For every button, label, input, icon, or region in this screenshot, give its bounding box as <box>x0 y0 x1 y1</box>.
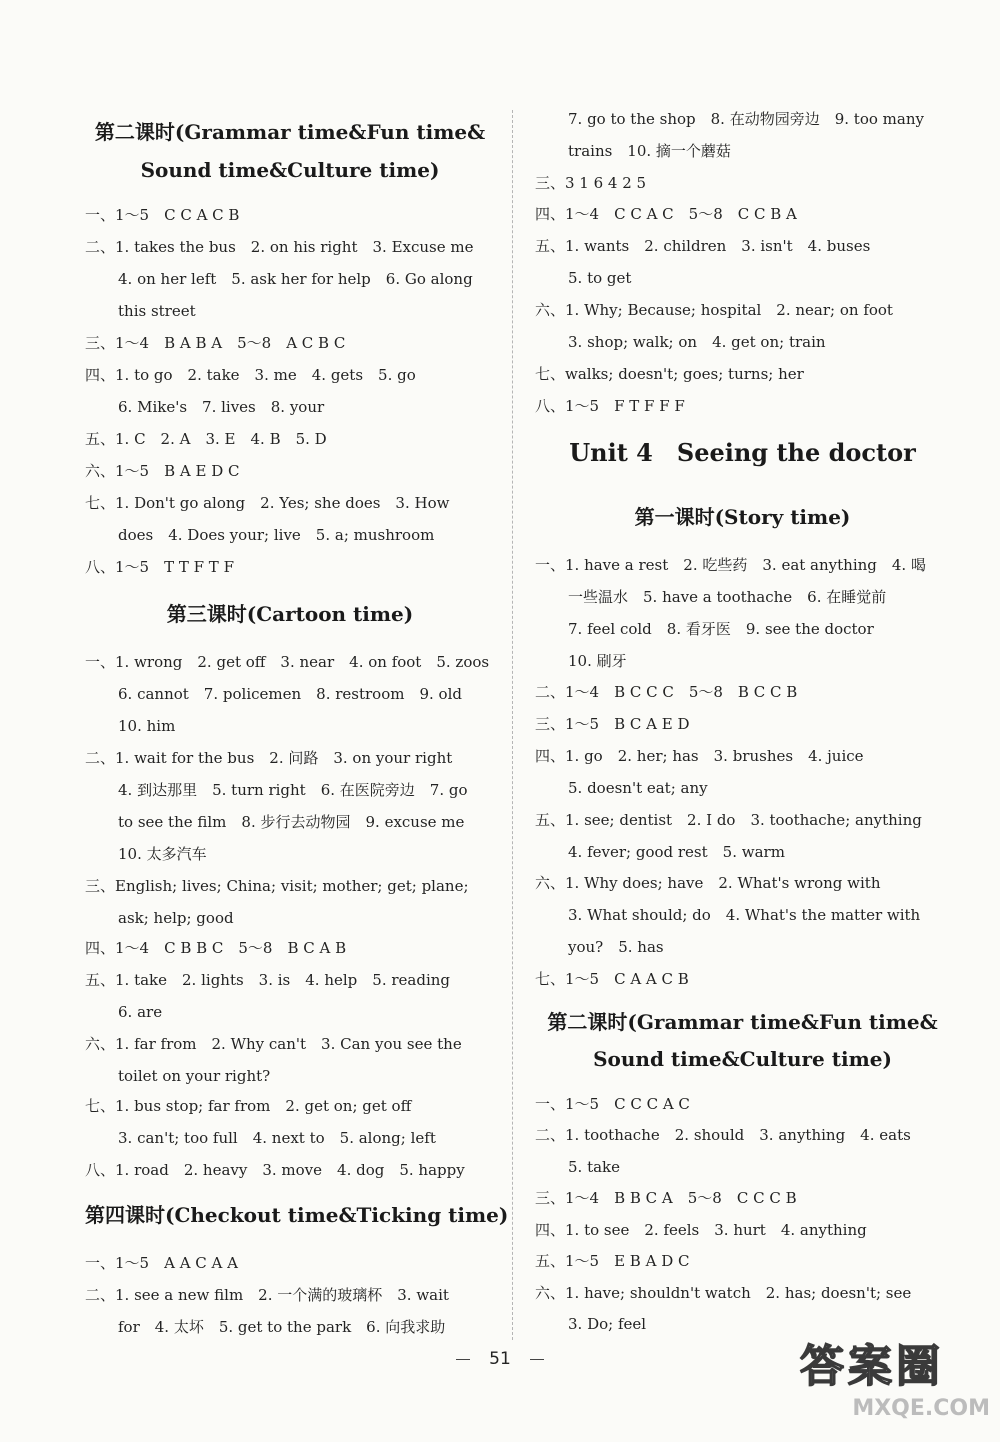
answer-line: 八、1～5 F T F F F <box>535 397 685 415</box>
answer-line: 7. feel cold 8. 看牙医 9. see the doctor <box>568 620 874 638</box>
answer-line: 八、1～5 T T F T F <box>85 558 234 576</box>
answer-line: 七、walks; doesn't; goes; turns; her <box>535 365 804 383</box>
answer-line: 七、1. Don't go along 2. Yes; she does 3. How <box>85 494 450 512</box>
answer-line: 一、1～5 A A C A A <box>85 1254 238 1272</box>
answer-line: 一、1. wrong 2. get off 3. near 4. on foot 5. zoos <box>85 653 490 671</box>
answer-line: 五、1. see; dentist 2. I do 3. toothache; anything <box>535 811 922 829</box>
answer-line: 5. to get <box>568 269 632 287</box>
answer-line: 二、1. takes the bus 2. on his right 3. Excuse me <box>85 238 474 256</box>
answer-line: 四、1. to see 2. feels 3. hurt 4. anything <box>535 1221 867 1239</box>
answer-line: 二、1. toothache 2. should 3. anything 4. eats <box>535 1126 911 1144</box>
answer-line: 五、1～5 E B A D C <box>535 1252 690 1270</box>
unit-title: Unit 4 Seeing the doctor <box>569 438 916 467</box>
answer-line: toilet on your right? <box>118 1067 271 1085</box>
answer-line: for 4. 太坏 5. get to the park 6. 向我求助 <box>118 1318 446 1336</box>
answer-line: 5. take <box>568 1158 621 1176</box>
answer-line: 六、1. Why does; have 2. What's wrong with <box>535 874 881 892</box>
section-heading: 第二课时(Grammar time&Fun time& <box>547 1010 938 1034</box>
answer-line: 五、1. wants 2. children 3. isn't 4. buses <box>535 237 871 255</box>
answer-line: this street <box>118 302 196 320</box>
answer-line: 二、1. see a new film 2. 一个满的玻璃杯 3. wait <box>85 1286 449 1304</box>
answer-line: 四、1～4 C B B C 5～8 B C A B <box>85 939 347 957</box>
answer-line: 七、1. bus stop; far from 2. get on; get off <box>85 1097 412 1115</box>
answer-line: you? 5. has <box>568 938 664 956</box>
answer-line: 三、3 1 6 4 2 5 <box>535 174 647 192</box>
answer-line: 4. 到达那里 5. turn right 6. 在医院旁边 7. go <box>118 781 468 799</box>
answer-line: 一些温水 5. have a toothache 6. 在睡觉前 <box>568 588 887 606</box>
answer-line: 6. Mike's 7. lives 8. your <box>118 398 325 416</box>
answer-line: 三、1～5 B C A E D <box>535 715 690 733</box>
answer-line: 四、1～4 C C A C 5～8 C C B A <box>535 205 797 223</box>
answer-line: 三、1～4 B A B A 5～8 A C B C <box>85 334 346 352</box>
answer-line: ask; help; good <box>118 909 234 927</box>
answer-line: 七、1～5 C A A C B <box>535 970 689 988</box>
answer-line: 四、1. go 2. her; has 3. brushes 4. juice <box>535 747 864 765</box>
page-number: 51 <box>470 1348 530 1370</box>
answer-line: 六、1. Why; Because; hospital 2. near; on foot <box>535 301 893 319</box>
column-divider <box>512 110 513 1340</box>
answer-line: 10. 太多汽车 <box>118 845 207 863</box>
answer-line: 6. are <box>118 1003 163 1021</box>
section-heading: 第三课时(Cartoon time) <box>166 602 414 626</box>
answer-line: 10. him <box>118 717 176 735</box>
answer-line: to see the film 8. 步行去动物园 9. excuse me <box>118 813 465 831</box>
answer-line: 三、1～4 B B C A 5～8 C C C B <box>535 1189 797 1207</box>
answer-line: 3. shop; walk; on 4. get on; train <box>568 333 826 351</box>
answer-line: 6. cannot 7. policemen 8. restroom 9. old <box>118 685 462 703</box>
answer-line: 六、1. have; shouldn't watch 2. has; doesn't; see <box>535 1284 912 1302</box>
section-heading: Sound time&Culture time) <box>140 158 440 182</box>
answer-line: 六、1. far from 2. Why can't 3. Can you see the <box>85 1035 462 1053</box>
watermark-url: MXQE.COM <box>852 1396 990 1421</box>
answer-line: 10. 刷牙 <box>568 652 627 670</box>
answer-line: 五、1. take 2. lights 3. is 4. help 5. reading <box>85 971 451 989</box>
answer-line: 4. fever; good rest 5. warm <box>568 843 785 861</box>
answer-line: 3. What should; do 4. What's the matter with <box>568 906 921 924</box>
answer-line: 3. can't; too full 4. next to 5. along; left <box>118 1129 436 1147</box>
answer-line: does 4. Does your; live 5. a; mushroom <box>118 526 435 544</box>
answer-line: 4. on her left 5. ask her for help 6. Go along <box>118 270 473 288</box>
answer-line: 三、English; lives; China; visit; mother; get; plane; <box>85 877 469 895</box>
section-heading: 第二课时(Grammar time&Fun time& <box>94 120 486 144</box>
answer-line: 7. go to the shop 8. 在动物园旁边 9. too many <box>568 110 924 128</box>
section-heading: Sound time&Culture time) <box>593 1047 892 1071</box>
answer-line: 五、1. C 2. A 3. E 4. B 5. D <box>85 430 327 448</box>
answer-line: 一、1～5 C C A C B <box>85 206 240 224</box>
watermark <box>800 1330 990 1430</box>
answer-line: 一、1～5 C C C A C <box>535 1095 690 1113</box>
section-heading: 第一课时(Story time) <box>634 505 851 529</box>
answer-line: 二、1～4 B C C C 5～8 B C C B <box>535 683 798 701</box>
answer-line: trains 10. 摘一个蘑菇 <box>568 142 731 160</box>
answer-line: 二、1. wait for the bus 2. 问路 3. on your right <box>85 749 453 767</box>
answer-line: 四、1. to go 2. take 3. me 4. gets 5. go <box>85 366 416 384</box>
answer-line: 一、1. have a rest 2. 吃些药 3. eat anything 4. 喝 <box>535 556 926 574</box>
answer-line: 六、1～5 B A E D C <box>85 462 240 480</box>
section-heading: 第四课时(Checkout time&Ticking time) <box>85 1203 509 1227</box>
answer-line: 八、1. road 2. heavy 3. move 4. dog 5. happy <box>85 1161 465 1179</box>
watermark-logo: 答案圈 <box>800 1341 944 1392</box>
answer-line: 3. Do; feel <box>568 1315 647 1333</box>
answer-line: 5. doesn't eat; any <box>568 779 708 797</box>
